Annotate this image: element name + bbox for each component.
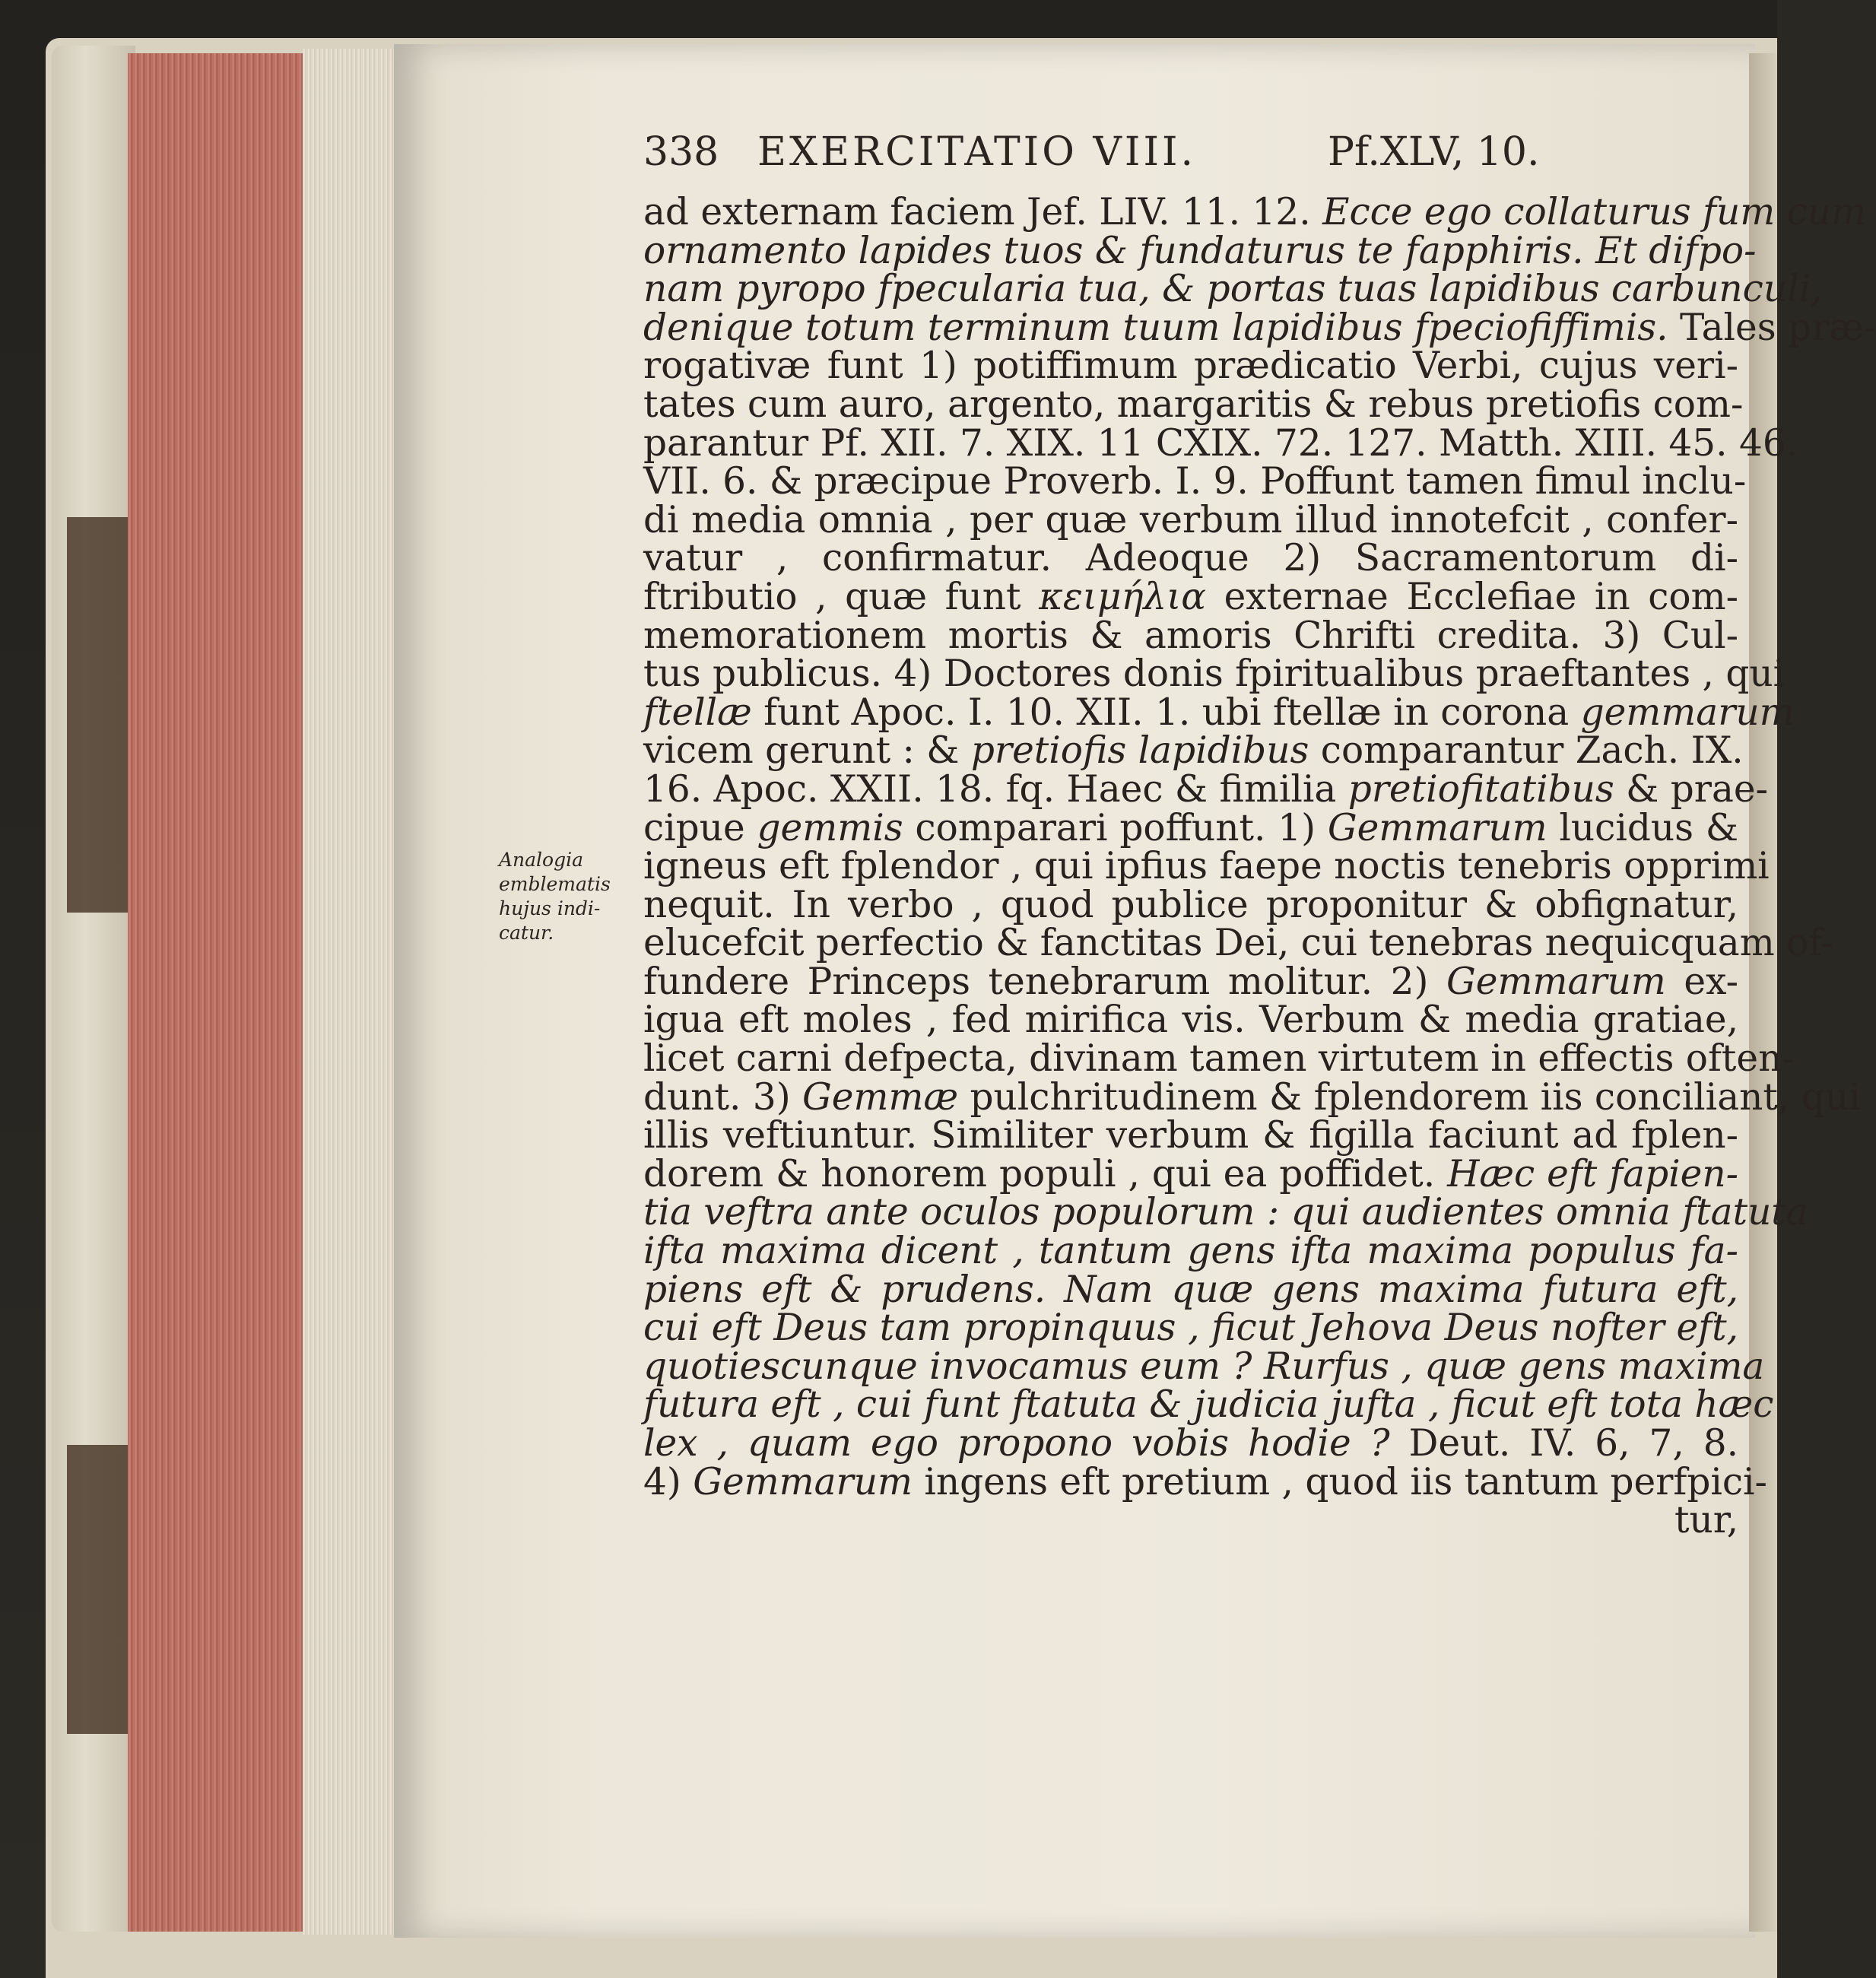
italic-text: Gemmæ: [802, 1075, 959, 1119]
italic-text: gemmarum: [1580, 691, 1795, 734]
text-line: [643, 883, 1738, 926]
italic-text: pretiofitatibus: [1347, 767, 1614, 811]
italic-text: Gemmarum: [1446, 960, 1666, 1003]
roman-text: comparantur Zach. IX.: [1309, 729, 1744, 773]
spine-marbling: [67, 1445, 135, 1734]
text-line: [643, 268, 1823, 311]
roman-text: pulchritudinem & fplendorem iis conciliant, qui: [958, 1075, 1861, 1119]
margin-note-line: Analogia: [499, 849, 584, 871]
roman-text: ingens eft pretium , quod iis tantum perfpici-: [912, 1460, 1767, 1503]
body-text: [643, 191, 1876, 1542]
text-line: [643, 614, 1738, 657]
page-number: 338: [643, 129, 719, 175]
roman-text: externae Ecclefiae in com-: [1206, 575, 1738, 618]
roman-text: comparari poffunt. 1): [903, 806, 1328, 849]
roman-text: igneus eft fplendor , qui ipfius faepe noctis tenebris opprimi: [643, 845, 1770, 888]
italic-text: piens eft & prudens. Nam quæ gens maxima futura eft,: [643, 1268, 1738, 1311]
text-line: [643, 383, 1744, 426]
roman-text: dunt. 3): [643, 1075, 803, 1119]
margin-note-line: hujus indi-: [499, 897, 601, 919]
roman-text: vatur , confirmatur. Adeoque 2) Sacramentorum di-: [643, 537, 1738, 580]
italic-text: ifta maxima dicent , tantum gens ifta maxima populus fa-: [643, 1230, 1738, 1273]
text-line: [643, 344, 1738, 388]
italic-text: Ecce ego collaturus fum cum: [1322, 191, 1867, 233]
italic-text: ornamento lapides tuos & fundaturus te fapphiris. Et difpo-: [643, 229, 1757, 272]
roman-text: di media omnia , per quæ verbum illud innotefcit , confer-: [643, 498, 1738, 541]
text-line: [643, 191, 1867, 233]
italic-text: gemmis: [757, 806, 903, 849]
italic-text: nam pyropo fpecularia tua, & portas tuas lapidibus carbunculi,: [643, 268, 1823, 311]
roman-text: Deut. IV. 6, 7, 8.: [1408, 1422, 1739, 1465]
italic-text: Gemmarum: [693, 1460, 913, 1503]
text-line: [643, 1268, 1738, 1311]
roman-text: 16. Apoc. XXII. 18. fq. Haec & fimilia: [643, 767, 1348, 811]
italic-text: κειμήλια: [1039, 575, 1207, 618]
italic-text: ftellæ: [643, 691, 752, 734]
roman-text: cipue: [643, 806, 757, 849]
text-line: [643, 1037, 1795, 1081]
italic-text: pretiofis lapidibus: [970, 729, 1309, 773]
margin-note: [499, 848, 613, 945]
running-header: [643, 129, 1548, 183]
text-line: [643, 1345, 1765, 1388]
italic-text: Gemmarum: [1327, 806, 1547, 849]
text-line: [643, 1152, 1738, 1195]
text-line: [643, 1460, 1767, 1503]
roman-text: licet carni defpecta, divinam tamen virtutem in effectis often-: [643, 1037, 1795, 1081]
text-line: [643, 1191, 1808, 1234]
roman-text: elucefcit perfectio & fanctitas Dei, cui tenebras nequicquam of-: [643, 922, 1833, 965]
roman-text: parantur Pf. XII. 7. XIX. 11 CXIX. 72. 127. Matth. XIII. 45. 46.: [643, 421, 1798, 465]
page-edges-red: [128, 53, 303, 1932]
text-line: [643, 460, 1747, 503]
roman-text: illis veftiuntur. Similiter verbum & figilla faciunt ad fplen-: [643, 1114, 1738, 1157]
italic-text: cui eft Deus tam propinquus , ficut Jehova Deus nofter eft,: [643, 1306, 1738, 1350]
text-line: [643, 1001, 1738, 1040]
roman-text: 4): [643, 1460, 694, 1503]
text-line: [643, 1075, 1861, 1119]
roman-text: ftributio , quæ funt: [643, 575, 1040, 618]
roman-text: nequit. In verbo , quod publice proponitur & obfignatur,: [643, 883, 1738, 926]
text-line: [643, 652, 1786, 696]
text-line: [643, 767, 1768, 811]
italic-text: denique totum terminum tuum lapidibus fpeciofiffimis.: [643, 306, 1680, 349]
text-line: [643, 1306, 1738, 1350]
roman-text: igua eft moles , fed mirifica vis. Verbum & media gratiae,: [643, 999, 1738, 1042]
roman-text: dorem & honorem populi , qui ea poffidet.: [643, 1152, 1448, 1195]
text-line: [643, 421, 1798, 465]
text-line: [643, 1383, 1774, 1427]
text-line: [643, 498, 1738, 541]
roman-text: ex-: [1665, 960, 1738, 1003]
text-line: [643, 1116, 1738, 1155]
roman-text: rogativæ funt 1) potiffimum prædicatio Verbi, cujus veri-: [643, 344, 1738, 388]
running-title: EXERCITATIO VIII.: [757, 129, 1197, 175]
italic-text: futura eft , cui funt ftatuta & judicia jufta , ficut eft tota hæc: [643, 1383, 1774, 1427]
roman-text: ad externam faciem Jef. LIV. 11. 12.: [643, 191, 1323, 233]
page-edges: [303, 49, 394, 1935]
roman-text: VII. 6. & præcipue Proverb. I. 9. Poffunt tamen fimul inclu-: [643, 460, 1747, 503]
text-line: [643, 1232, 1738, 1271]
header-reference: Pf.XLV, 10.: [1328, 129, 1540, 175]
text-line: [643, 575, 1738, 618]
roman-text: & prae-: [1614, 767, 1768, 811]
roman-text: funt Apoc. I. 10. XII. 1. ubi ftellæ in corona: [751, 691, 1581, 734]
text-line: [643, 539, 1738, 578]
text-line: [643, 1501, 1738, 1540]
spine-marbling: [67, 517, 135, 913]
text-line: [643, 845, 1770, 888]
roman-text: lucidus &: [1547, 806, 1738, 849]
text-line: [643, 1424, 1738, 1463]
roman-text: tur,: [1674, 1499, 1738, 1542]
italic-text: quotiescunque invocamus eum ? Rurfus , quæ gens maxima: [643, 1345, 1765, 1388]
italic-text: Hæc eft fapien-: [1447, 1152, 1738, 1195]
text-line: [643, 922, 1833, 965]
roman-text: Tales præ-: [1680, 306, 1876, 349]
text-line: [643, 229, 1757, 272]
italic-text: lex , quam ego propono vobis hodie ?: [643, 1422, 1409, 1465]
roman-text: tates cum auro, argento, margaritis & rebus pretiofis com-: [643, 383, 1744, 426]
text-line: [643, 960, 1738, 1003]
italic-text: tia veftra ante oculos populorum : qui audientes omnia ftatuta: [643, 1191, 1808, 1234]
roman-text: tus publicus. 4) Doctores donis fpiritualibus praeftantes , qui: [643, 652, 1786, 696]
text-line: [643, 806, 1738, 849]
text-line: [643, 306, 1876, 349]
margin-note-line: emblematis: [499, 873, 611, 895]
roman-text: fundere Princeps tenebrarum molitur. 2): [643, 960, 1447, 1003]
margin-note-line: catur.: [499, 922, 554, 944]
text-line: [643, 691, 1795, 734]
roman-text: memorationem mortis & amoris Chrifti credita. 3) Cul-: [643, 614, 1738, 657]
text-line: [643, 729, 1744, 773]
roman-text: vicem gerunt : &: [643, 729, 971, 773]
